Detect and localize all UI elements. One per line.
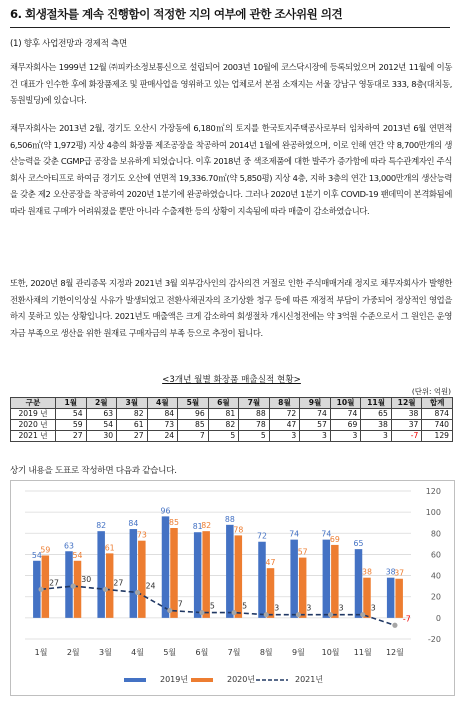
table-cell: 85 (178, 420, 209, 431)
data-label: 85 (169, 518, 179, 527)
table-cell: 27 (56, 431, 87, 442)
table-row (11, 409, 453, 420)
bar-2020 (74, 561, 82, 618)
data-label: 24 (145, 581, 156, 591)
header-cell: 구분 (11, 398, 56, 409)
bar-2020 (42, 555, 50, 617)
table-cell: 38 (391, 409, 422, 420)
row-label: 2021 년 (11, 431, 56, 442)
data-label: 81 (192, 522, 203, 532)
table-cell: 5 (239, 431, 270, 442)
point-2021 (103, 587, 108, 592)
data-label: 47 (265, 558, 276, 568)
table-cell: 69 (330, 420, 361, 431)
legend-label: 2021년 (295, 675, 324, 684)
sales-chart (10, 480, 455, 696)
bar-2019 (355, 549, 363, 618)
data-label: 57 (297, 547, 308, 557)
table-cell: 65 (361, 409, 392, 420)
chart-caption: 상기 내용을 도표로 작성하면 다음과 같습니다. (10, 466, 177, 476)
table-header-row (11, 398, 453, 409)
bar-2020 (202, 531, 210, 618)
data-label: 3 (274, 603, 280, 613)
table-cell: 24 (147, 431, 178, 442)
table-cell: 59 (56, 420, 87, 431)
y-tick-label: 100 (425, 508, 441, 518)
table-title: <3개년 월별 화장품 매출실적 현황> (162, 375, 301, 385)
sales-table (10, 397, 453, 442)
header-cell: 8월 (269, 398, 300, 409)
data-label: 63 (64, 541, 74, 551)
data-label: 96 (160, 506, 171, 516)
point-2021 (392, 623, 397, 628)
row-label: 2019 년 (11, 409, 56, 420)
data-label: 3 (370, 603, 376, 613)
data-label: 73 (136, 530, 147, 540)
point-2021 (135, 590, 140, 595)
header-cell: 9월 (300, 398, 331, 409)
data-label: 65 (353, 539, 364, 549)
header-cell: 10월 (330, 398, 361, 409)
x-tick-label: 6월 (195, 648, 209, 657)
table-cell: 57 (300, 420, 331, 431)
bar-2020 (267, 568, 275, 618)
table-cell: 3 (330, 431, 361, 442)
data-label: 5 (209, 601, 215, 611)
table-cell: 129 (422, 431, 453, 442)
x-tick-label: 1월 (34, 648, 48, 657)
table-cell: 3 (300, 431, 331, 442)
x-tick-label: 3월 (99, 648, 112, 657)
sales-chart-svg (11, 481, 454, 695)
header-cell: 합계 (422, 398, 453, 409)
data-label: 72 (257, 531, 267, 541)
table-cell: 3 (361, 431, 392, 442)
data-label: 27 (49, 578, 60, 588)
table-cell: 740 (422, 420, 453, 431)
paragraph-3: 또한, 2020년 8월 관리종목 지정과 2021년 3월 외부감사인의 감사의견 거절로 인한 주식매매거래 정지로 채무자회사가 발행한 전환사채의 기한이익상실 사유가 발생되었고 전환사채권자의 조기상환 청구 등에 따른 재정적 부담이 가중되어 정상적인 영업을 하지 못하고 있는 상황입니다. 2021년도 매출액은 크게 감소하여 회생절차 개시신청전에는 약 3억원 수준으로서 그 원인은 운영자금 부족으로 생산을 위한 원재료 구매자금의 부족 등으로 추정이 됩니다. (10, 278, 452, 338)
data-label: 78 (233, 525, 244, 535)
data-label: -7 (402, 614, 411, 624)
table-cell: 47 (269, 420, 300, 431)
x-tick-label: 2월 (66, 648, 80, 657)
paragraph-2: 채무자회사는 2013년 2월, 경기도 오산시 가장동에 6,180㎡의 토지를 한국토지주택공사로부터 임차하여 2013년 6월 연면적 6,506㎡(약 1,972평) 지상 4층의 화장품 제조공장을 착공하여 2014년 1월에 완공하였으며, 이로 인해 연간 약 8,700만개의 생산능력을 갖춘 CGMP급 공장을 보유하게 되었습니다. 이후 2018년 중 색조제품에 대한 발주가 증가함에 따라 특수관계자인 주식회사 코스아티프로 하여금 경기도 오산에 연면적 19,336.70㎡(약 5,850평) 지상 4층, 지하 3층의 연간 13,000만개의 생산능력을 갖춘 제2 오산공장을 착공하여 2020년 1분기에 완공하였습니다. 그러나 2020년 1분기 이후 COVID-19 팬데믹이 본격화됨에 따라 원재료 구매가 어려워졌을 뿐만 아니라 수출제한 등의 상황이 지속됨에 따라 매출이 감소하였습니다. (10, 123, 452, 216)
table-cell: 5 (208, 431, 239, 442)
y-tick-label: 20 (430, 592, 441, 602)
data-label: 74 (321, 529, 332, 539)
data-label: 3 (306, 603, 312, 613)
table-cell: 7 (178, 431, 209, 442)
data-label: 59 (40, 545, 51, 555)
bar-2019 (258, 542, 266, 618)
bar-2019 (162, 516, 170, 617)
table-cell: 3 (269, 431, 300, 442)
bar-2020 (235, 535, 243, 617)
header-cell: 12월 (391, 398, 422, 409)
table-cell: 54 (56, 409, 87, 420)
data-label: 37 (394, 568, 405, 578)
data-label: 27 (113, 578, 124, 588)
y-tick-label: 40 (430, 571, 441, 581)
header-cell: 3월 (117, 398, 148, 409)
table-cell: 38 (361, 420, 392, 431)
legend-label: 2020년 (227, 675, 256, 684)
x-tick-label: 8월 (259, 648, 273, 657)
bar-2019 (226, 525, 234, 618)
paragraph-1: 채무자회사는 1999년 12월 ㈜피카소정보통신으로 설립되어 2003년 10월에 코스닥시장에 등록되었으며 2012년 11월에 이동건 대표가 인수한 후에 화장품제조 및 판매사업을 영위하고 있는 업체로서 본점 소재지는 서울 강남구 영동대로 333, 8층(대치동, 동원빌딩)에 있습니다. (10, 62, 452, 105)
x-tick-label: 7월 (227, 648, 241, 657)
table-cell: 54 (86, 420, 117, 431)
header-cell: 6월 (208, 398, 239, 409)
data-label: 54 (72, 550, 83, 560)
bar-2019 (194, 532, 202, 618)
x-tick-label: 12월 (385, 648, 404, 657)
row-label: 2020 년 (11, 420, 56, 431)
table-cell: 82 (117, 409, 148, 420)
table-cell: 72 (269, 409, 300, 420)
table-cell: 74 (330, 409, 361, 420)
x-tick-label: 4월 (131, 648, 144, 657)
bar-2019 (130, 529, 138, 618)
y-tick-label: 120 (425, 487, 441, 496)
x-tick-label: 10월 (321, 648, 340, 657)
data-label: 3 (338, 603, 344, 613)
point-2021 (71, 584, 76, 589)
table-row (11, 431, 453, 442)
x-tick-label: 9월 (292, 648, 305, 657)
y-tick-label: 60 (430, 550, 441, 560)
header-cell: 2월 (86, 398, 117, 409)
table-cell: 74 (300, 409, 331, 420)
x-tick-label: 5월 (163, 648, 177, 657)
data-label: 88 (224, 514, 235, 524)
header-cell: 1월 (56, 398, 87, 409)
point-2021 (38, 587, 43, 592)
table-cell: 73 (147, 420, 178, 431)
data-label: 5 (242, 601, 248, 611)
data-label: 82 (201, 521, 212, 531)
header-cell: 7월 (239, 398, 270, 409)
legend-swatch-2020 (191, 678, 213, 682)
section-heading: 6. 회생절차를 계속 진행함이 적정한 지의 여부에 관한 조사위원 의견 (10, 6, 450, 28)
y-tick-label: -20 (427, 635, 441, 644)
legend-label: 2019년 (160, 675, 189, 684)
x-tick-label: 11월 (353, 648, 372, 657)
point-2021 (264, 612, 269, 617)
point-2021 (167, 608, 172, 613)
table-unit: (단위: 억원) (411, 387, 451, 396)
bar-2020 (395, 579, 403, 618)
data-label: 74 (289, 529, 300, 539)
bar-2020 (138, 541, 146, 618)
table-cell: 61 (117, 420, 148, 431)
bar-2020 (331, 545, 339, 618)
header-cell: 5월 (178, 398, 209, 409)
table-cell: 874 (422, 409, 453, 420)
table-cell: 63 (86, 409, 117, 420)
table-cell: 37 (391, 420, 422, 431)
table-cell: 96 (178, 409, 209, 420)
y-tick-label: 80 (430, 529, 441, 539)
bar-2019 (387, 578, 395, 618)
data-label: 82 (96, 521, 107, 531)
y-tick-label: 0 (435, 613, 441, 623)
legend-swatch-2019 (124, 678, 146, 682)
table-cell: 30 (86, 431, 117, 442)
table-cell: 78 (239, 420, 270, 431)
table-cell: 88 (239, 409, 270, 420)
table-cell: 84 (147, 409, 178, 420)
data-label: 38 (362, 567, 372, 577)
bar-2020 (170, 528, 178, 618)
table-cell: -7 (391, 431, 422, 442)
point-2021 (199, 610, 204, 615)
point-2021 (231, 610, 236, 615)
header-cell: 11월 (361, 398, 392, 409)
table-row (11, 420, 453, 431)
bar-2019 (323, 540, 331, 618)
bar-2020 (363, 578, 371, 618)
bar-2020 (299, 558, 307, 618)
point-2021 (296, 612, 301, 617)
data-label: 84 (128, 519, 139, 529)
point-2021 (328, 612, 333, 617)
point-2021 (360, 612, 365, 617)
data-label: 61 (104, 543, 115, 553)
data-label: 30 (81, 575, 92, 585)
table-cell: 82 (208, 420, 239, 431)
data-label: 54 (31, 550, 42, 560)
data-label: 38 (385, 567, 396, 577)
data-label: 69 (329, 534, 340, 544)
header-cell: 4월 (147, 398, 178, 409)
table-cell: 81 (208, 409, 239, 420)
section-subheading: (1) 향후 사업전망과 경제적 측면 (10, 39, 128, 49)
bar-2020 (106, 553, 114, 617)
data-label: 7 (177, 599, 183, 609)
table-cell: 27 (117, 431, 148, 442)
